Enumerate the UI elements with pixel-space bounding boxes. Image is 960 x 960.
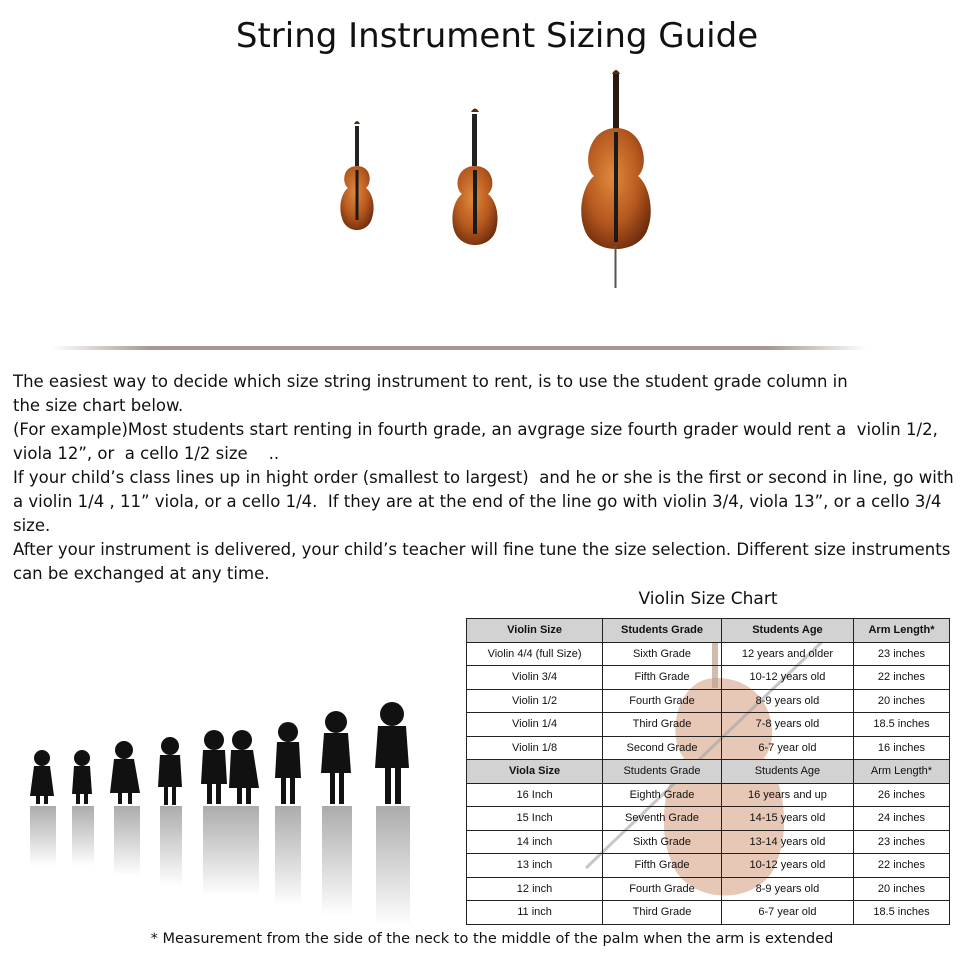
child-silhouette — [201, 730, 227, 804]
table-cell: 24 inches — [853, 807, 949, 831]
table-cell: 8-9 years old — [721, 877, 853, 901]
intro-line: can be exchanged at any time. — [13, 564, 270, 583]
instrument-images — [320, 66, 680, 296]
table-cell: 20 inches — [853, 877, 949, 901]
table-row — [467, 830, 950, 854]
violin-icon — [340, 121, 373, 230]
viola-icon — [452, 109, 497, 246]
table-cell: Third Grade — [603, 901, 722, 925]
child-silhouette — [110, 741, 140, 804]
intro-line: a violin 1/4 , 11” viola, or a cello 1/4. If they are at the end of the line go with violin 3/4, viola 13”, or a cello 3/4 size. — [13, 492, 947, 535]
table-cell: 23 inches — [853, 642, 949, 666]
size-table — [466, 618, 950, 925]
table-cell: 18.5 inches — [853, 901, 949, 925]
table-cell: Violin 1/8 — [467, 736, 603, 760]
table-cell: 10-12 years old — [721, 854, 853, 878]
divider — [52, 346, 867, 350]
column-header: Viola Size — [467, 760, 603, 784]
table-cell: 6-7 year old — [721, 736, 853, 760]
cello-icon — [581, 70, 651, 288]
table-cell: Fifth Grade — [603, 854, 722, 878]
table-row — [467, 807, 950, 831]
table-cell: 12 inch — [467, 877, 603, 901]
table-cell: 12 years and older — [721, 642, 853, 666]
table-cell: 6-7 year old — [721, 901, 853, 925]
table-cell: 26 inches — [853, 783, 949, 807]
viola-header-row — [467, 760, 950, 784]
table-cell: Violin 1/2 — [467, 689, 603, 713]
intro-line: the size chart below. — [13, 396, 184, 415]
table-cell: Second Grade — [603, 736, 722, 760]
child-silhouette — [321, 711, 351, 804]
children-silhouettes — [20, 700, 420, 950]
chart-title: Violin Size Chart — [638, 589, 778, 609]
child-silhouette — [375, 702, 409, 804]
table-cell: 7-8 years old — [721, 713, 853, 737]
table-header-row — [467, 619, 950, 643]
page-title: String Instrument Sizing Guide — [235, 16, 759, 56]
table-cell: 8-9 years old — [721, 689, 853, 713]
table-cell: 14 inch — [467, 830, 603, 854]
table-cell: 22 inches — [853, 854, 949, 878]
table-row — [467, 736, 950, 760]
intro-line: (For example)Most students start renting in fourth grade, an avgrage size fourth grader would rent a violin 1/2, — [13, 420, 938, 439]
table-row — [467, 783, 950, 807]
table-cell: Eighth Grade — [603, 783, 722, 807]
table-cell: Violin 3/4 — [467, 666, 603, 690]
child-silhouette — [229, 730, 259, 804]
table-cell: 16 Inch — [467, 783, 603, 807]
intro-line: After your instrument is delivered, your child’s teacher will fine tune the size selection. Different size instruments — [13, 540, 951, 559]
table-cell: 15 Inch — [467, 807, 603, 831]
column-header: Students Age — [721, 619, 853, 643]
column-header: Violin Size — [467, 619, 603, 643]
intro-line: The easiest way to decide which size string instrument to rent, is to use the student grade column in — [13, 372, 848, 391]
table-row — [467, 689, 950, 713]
table-cell: 16 inches — [853, 736, 949, 760]
column-header: Arm Length* — [853, 760, 949, 784]
table-cell: 14-15 years old — [721, 807, 853, 831]
column-header: Students Grade — [603, 760, 722, 784]
table-cell: 10-12 years old — [721, 666, 853, 690]
intro-line: If your child’s class lines up in hight order (smallest to largest) and he or she is the first or second in line, go with — [13, 468, 954, 487]
table-cell: 13-14 years old — [721, 830, 853, 854]
table-row — [467, 713, 950, 737]
table-cell: 23 inches — [853, 830, 949, 854]
table-row — [467, 642, 950, 666]
table-cell: 11 inch — [467, 901, 603, 925]
table-cell: Third Grade — [603, 713, 722, 737]
column-header: Students Age — [721, 760, 853, 784]
table-cell: 16 years and up — [721, 783, 853, 807]
table-cell: Violin 1/4 — [467, 713, 603, 737]
table-cell: Fourth Grade — [603, 689, 722, 713]
table-cell: Fourth Grade — [603, 877, 722, 901]
intro-text — [13, 370, 958, 586]
table-cell: 22 inches — [853, 666, 949, 690]
child-silhouette — [30, 750, 54, 804]
size-chart — [466, 618, 950, 926]
table-cell: Fifth Grade — [603, 666, 722, 690]
child-silhouette — [275, 722, 301, 804]
footnote: * Measurement from the side of the neck to the middle of the palm when the arm is extended — [150, 931, 834, 947]
column-header: Arm Length* — [853, 619, 949, 643]
table-row — [467, 877, 950, 901]
table-cell: Seventh Grade — [603, 807, 722, 831]
child-silhouette — [158, 737, 182, 805]
table-row — [467, 666, 950, 690]
table-row — [467, 901, 950, 925]
intro-line: viola 12”, or a cello 1/2 size .. — [13, 444, 280, 463]
table-cell: 18.5 inches — [853, 713, 949, 737]
child-silhouette — [72, 750, 92, 804]
table-cell: Sixth Grade — [603, 642, 722, 666]
table-cell: 13 inch — [467, 854, 603, 878]
column-header: Students Grade — [603, 619, 722, 643]
table-cell: Sixth Grade — [603, 830, 722, 854]
table-row — [467, 854, 950, 878]
table-cell: 20 inches — [853, 689, 949, 713]
table-cell: Violin 4/4 (full Size) — [467, 642, 603, 666]
